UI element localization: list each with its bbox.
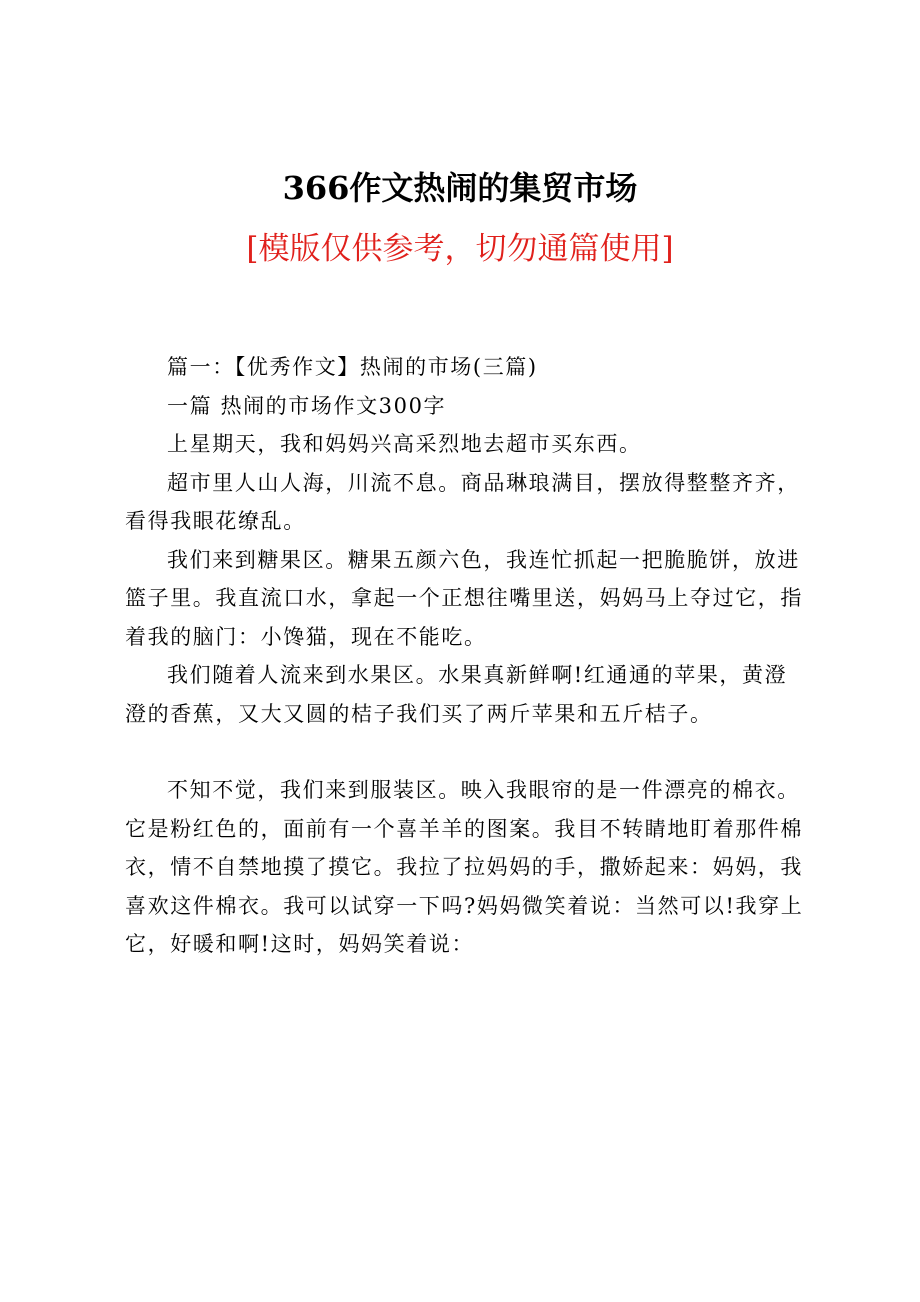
paragraph: 不知不觉，我们来到服装区。映入我眼帘的是一件漂亮的棉衣。它是粉红色的，面前有一个喜羊羊的图案。我目不转睛地盯着那件棉衣，情不自禁地摸了摸它。我拉了拉妈妈的手，撒娇起来：妈妈，我喜欢这件棉衣。我可以试穿一下吗?妈妈微笑着说：当然可以!我穿上它，好暖和啊!这时，妈妈笑着说： — [125, 778, 804, 956]
template-disclaimer: [模版仅供参考，切勿通篇使用] — [246, 231, 674, 267]
document-body — [125, 348, 805, 964]
section-heading: 篇一：【优秀作文】热闹的市场(三篇) — [167, 355, 538, 379]
paragraph-gap — [125, 733, 805, 771]
paragraph: 我们来到糖果区。糖果五颜六色，我连忙抓起一把脆脆饼，放进篮子里。我直流口水，拿起一个正想往嘴里送，妈妈马上夺过它，指着我的脑门：小馋猫，现在不能吃。 — [125, 547, 803, 649]
document-title: 366作文热闹的集贸市场 — [282, 169, 638, 207]
paragraph: 我们随着人流来到水果区。水果真新鲜啊!红通通的苹果，黄澄澄的香蕉，又大又圆的桔子我们买了两斤苹果和五斤桔子。 — [125, 663, 788, 726]
essay-heading: 一篇 热闹的市场作文300字 — [167, 393, 447, 418]
paragraph: 上星期天，我和妈妈兴高采烈地去超市买东西。 — [167, 432, 642, 456]
paragraph: 超市里人山人海，川流不息。商品琳琅满目，摆放得整整齐齐，看得我眼花缭乱。 — [125, 470, 800, 533]
